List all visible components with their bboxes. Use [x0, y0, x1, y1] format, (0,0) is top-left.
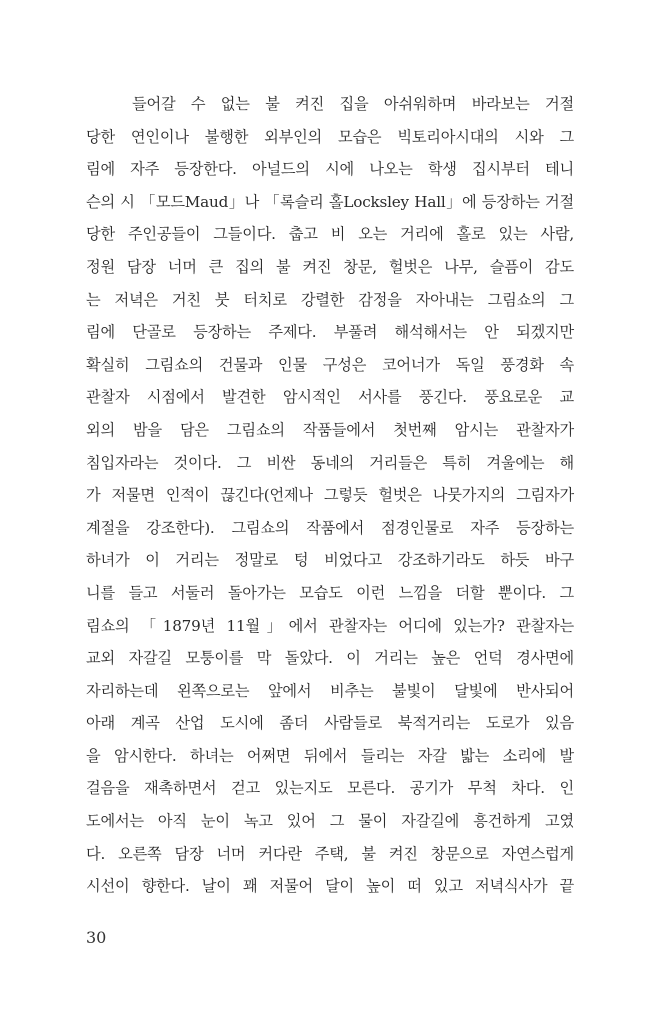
text-line: 시선이 향한다. 날이 꽤 저물어 달이 높이 떠 있고 저녁식사가 끝 [86, 877, 574, 896]
text-line: 니를 들고 서둘러 돌아가는 모습도 이런 느낌을 더할 뿐이다. 그 [86, 583, 574, 602]
text-line: 계절을 강조한다). 그림쇼의 작품에서 점경인물로 자주 등장하는 [86, 518, 574, 537]
text-line: 아래 계곡 산업 도시에 좀더 사람들로 북적거리는 도로가 있음 [86, 714, 574, 733]
text-line: 확실히 그림쇼의 건물과 인물 구성은 코어너가 독일 풍경화 속 [86, 355, 574, 374]
text-line: 는 저녁은 거친 붓 터치로 강렬한 감정을 자아내는 그림쇼의 그 [86, 290, 574, 309]
text-line: 림쇼의 「1879년 11월」에서 관찰자는 어디에 있는가? 관찰자는 [86, 616, 574, 635]
text-line: 다. 오른쪽 담장 너머 커다란 주택, 불 켜진 창문으로 자연스럽게 [86, 844, 574, 863]
text-line: 걸음을 재촉하면서 걷고 있는지도 모른다. 공기가 무척 차다. 인 [86, 779, 574, 798]
text-line: 을 암시한다. 하녀는 어쩌면 뒤에서 들리는 자갈 밟는 소리에 발 [86, 746, 574, 765]
body-paragraph [86, 88, 574, 903]
text-line: 슨의 시 「모드Maud」나 「록슬리 홀Locksley Hall」에 등장하는 거절 [86, 192, 574, 211]
text-line: 림에 자주 등장한다. 아널드의 시에 나오는 학생 집시부터 테니 [86, 160, 574, 179]
page-number: 30 [86, 928, 107, 947]
text-line: 들어갈 수 없는 불 켜진 집을 아쉬워하며 바라보는 거절 [132, 95, 574, 113]
text-line: 도에서는 아직 눈이 녹고 있어 그 물이 자갈길에 흥건하게 고였 [86, 812, 574, 831]
text-line: 하녀가 이 거리는 정말로 텅 비었다고 강조하기라도 하듯 바구 [86, 551, 574, 570]
text-line: 정원 담장 너머 큰 집의 불 켜진 창문, 헐벗은 나무, 슬픔이 감도 [86, 257, 574, 276]
text-line: 교외 자갈길 모퉁이를 막 돌았다. 이 거리는 높은 언덕 경사면에 [86, 649, 574, 668]
text-line: 자리하는데 왼쪽으로는 앞에서 비추는 불빛이 달빛에 반사되어 [86, 681, 574, 700]
text-line: 외의 밤을 담은 그림쇼의 작품들에서 첫번째 암시는 관찰자가 [86, 420, 574, 439]
text-line: 침입자라는 것이다. 그 비싼 동네의 거리들은 특히 겨울에는 해 [86, 453, 574, 472]
text-line: 당한 연인이나 불행한 외부인의 모습은 빅토리아시대의 시와 그 [86, 127, 574, 146]
text-line: 가 저물면 인적이 끊긴다(언제나 그렇듯 헐벗은 나뭇가지의 그림자가 [86, 486, 574, 505]
text-line: 당한 주인공들이 그들이다. 춥고 비 오는 거리에 홀로 있는 사람, [86, 225, 574, 244]
text-line: 관찰자 시점에서 발견한 암시적인 서사를 풍긴다. 풍요로운 교 [86, 388, 574, 407]
text-line: 림에 단골로 등장하는 주제다. 부풀려 해석해서는 안 되겠지만 [86, 323, 574, 342]
